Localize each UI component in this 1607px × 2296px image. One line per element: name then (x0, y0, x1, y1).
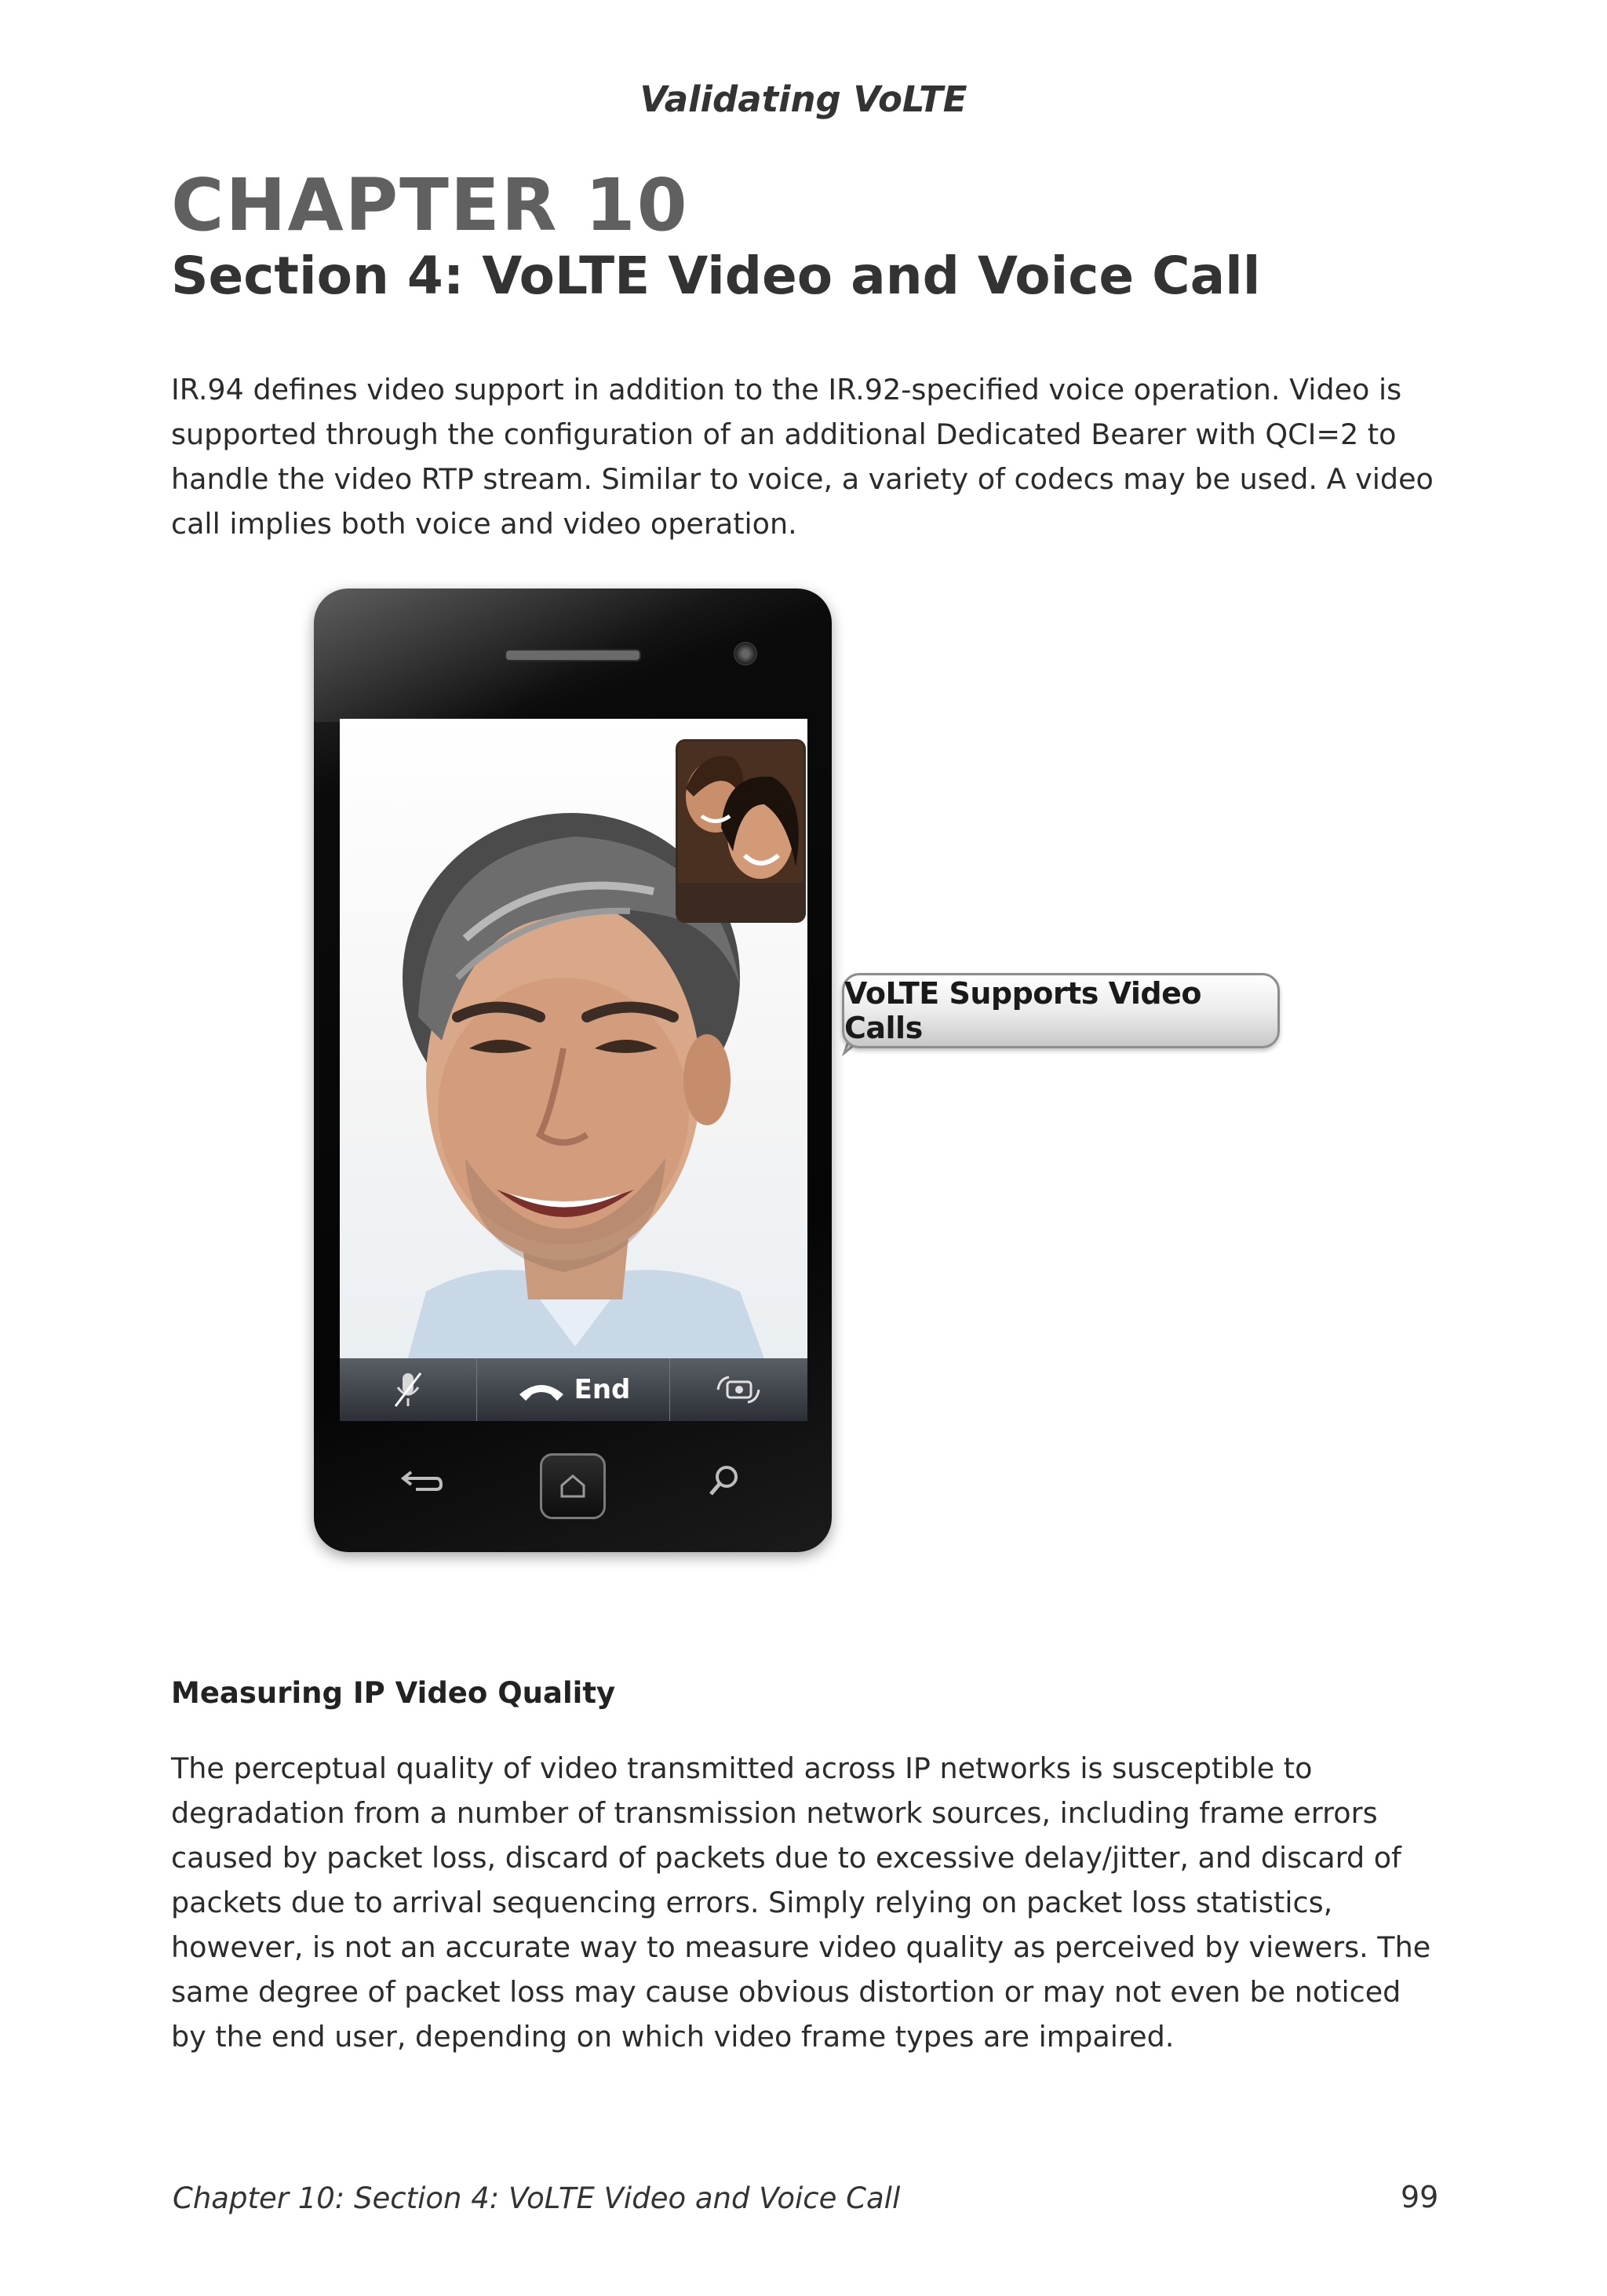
section-title: Section 4: VoLTE Video and Voice Call (171, 246, 1261, 306)
page-number: 99 (1401, 2180, 1439, 2214)
measuring-paragraph: The perceptual quality of video transmitted across IP networks is susceptible to degradation from a number of transmission network sources, including frame errors caused by packet loss, discard of packets due to excessive delay/jitter, and discard of packets due to arrival sequencing errors. Simply relying on packet loss statistics, however, is not an accurate way to measure video quality as perceived by viewers. The same degree of packet loss may cause obvious distortion or may not even be noticed by the end user, depending on which video frame types are impaired. (171, 1751, 1431, 2054)
phone-camera (734, 642, 757, 665)
phone-speaker (505, 649, 641, 661)
home-button[interactable] (540, 1453, 606, 1519)
back-icon (400, 1466, 444, 1494)
end-call-button[interactable] (477, 1358, 669, 1421)
call-controls-bar (340, 1358, 807, 1421)
switch-camera-button[interactable] (670, 1358, 807, 1421)
mute-button[interactable] (340, 1358, 477, 1421)
callout-text: VoLTE Supports Video Calls (844, 976, 1201, 1045)
phone-nav-row (314, 1444, 832, 1530)
running-head: Validating VoLTE (640, 78, 967, 120)
hang-up-icon (516, 1377, 567, 1402)
end-call-label: End (574, 1374, 631, 1405)
switch-camera-icon (713, 1374, 763, 1405)
search-icon (706, 1463, 742, 1499)
callout-bubble (842, 973, 1280, 1048)
subheading-measuring: Measuring IP Video Quality (171, 1676, 616, 1710)
intro-paragraph: IR.94 defines video support in addition to the IR.92-specified voice operation. Video is supported through the configuration of an additional Dedicated Bearer with QCI=2 to handle the video RTP stream. Similar to voice, a variety of codecs may be used. A video call implies both voice and video operation. (171, 373, 1434, 541)
self-view-pip (676, 739, 806, 923)
footer-chapter-ref: Chapter 10: Section 4: VoLTE Video and Voice Call (173, 2181, 901, 2215)
phone-illustration (314, 589, 832, 1552)
home-icon (559, 1473, 587, 1500)
search-button[interactable] (706, 1463, 742, 1502)
phone-screen (340, 719, 807, 1421)
chapter-label: CHAPTER 10 (171, 163, 689, 247)
back-button[interactable] (400, 1466, 444, 1497)
mute-mic-icon (392, 1370, 424, 1409)
